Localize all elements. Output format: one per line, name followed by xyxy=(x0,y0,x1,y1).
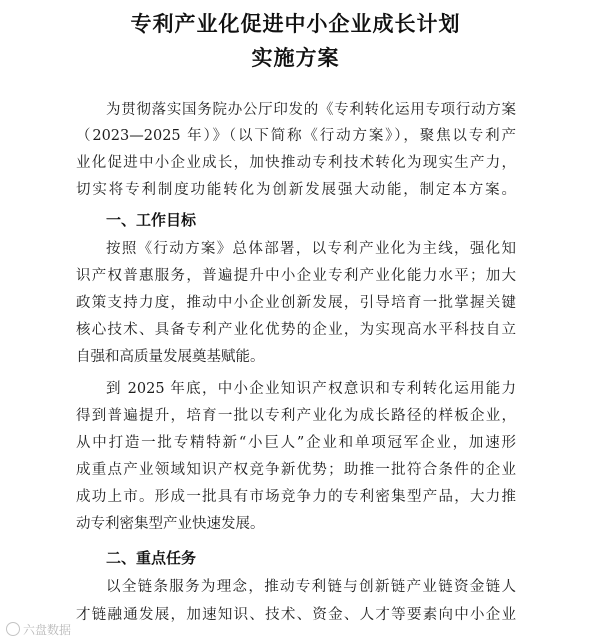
intro-line-4: 切实将专利制度功能转化为创新发展强大动能，制定本方案。 xyxy=(76,182,516,198)
section-heading-goals: 一、工作目标 xyxy=(106,211,197,229)
document-title-line-2: 实施方案 xyxy=(251,46,340,70)
section-heading-tasks: 二、重点任务 xyxy=(106,549,197,567)
goals-para2-line-6: 动专利密集型产业快速发展。 xyxy=(76,516,265,532)
watermark-logo-icon xyxy=(6,622,20,636)
goals-para2-line-5: 成功上市。形成一批具有市场竞争力的专利密集型产品，大力推 xyxy=(76,489,516,505)
goals-para1-line-1: 按照《行动方案》总体部署，以专利产业化为主线，强化知 xyxy=(106,241,516,257)
intro-line-2: （2023—2025 年）》（以下简称《行动方案》），聚焦以专利产 xyxy=(76,128,516,144)
intro-line-3: 业化促进中小企业成长，加快推动专利技术转化为现实生产力， xyxy=(76,155,516,171)
intro-line-1: 为贯彻落实国务院办公厅印发的《专利转化运用专项行动方案 xyxy=(106,102,516,118)
goals-para1-line-5: 自强和高质量发展奠基赋能。 xyxy=(76,349,265,365)
goals-para2-line-3: 从中打造一批专精特新“小巨人”企业和单项冠军企业，加速形 xyxy=(76,435,516,451)
goals-para1-line-4: 核心技术、具备专利产业化优势的企业，为实现高水平科技自立 xyxy=(76,322,516,338)
goals-para2-line-1: 到 2025 年底，中小企业知识产权意识和专利转化运用能力 xyxy=(106,381,516,397)
goals-para2-line-2: 得到普遍提升，培育一批以专利产业化为成长路径的样板企业， xyxy=(76,408,516,424)
tasks-para1-line-1: 以全链条服务为理念，推动专利链与创新链产业链资金链人 xyxy=(106,579,516,595)
goals-para1-line-2: 识产权普惠服务，普遍提升中小企业专利产业化能力水平；加大 xyxy=(76,268,516,284)
document-title-line-1: 专利产业化促进中小企业成长计划 xyxy=(130,12,461,36)
goals-para2-line-4: 成重点产业领域知识产权竞争新优势；助推一批符合条件的企业 xyxy=(76,462,516,478)
tasks-para1-line-2: 才链融通发展，加速知识、技术、资金、人才等要素向中小企业 xyxy=(76,607,516,623)
goals-para1-line-3: 政策支持力度，推动中小企业创新发展，引导培育一批掌握关键 xyxy=(76,295,516,311)
watermark xyxy=(6,620,71,638)
watermark-text: 六盘数据 xyxy=(23,622,72,637)
